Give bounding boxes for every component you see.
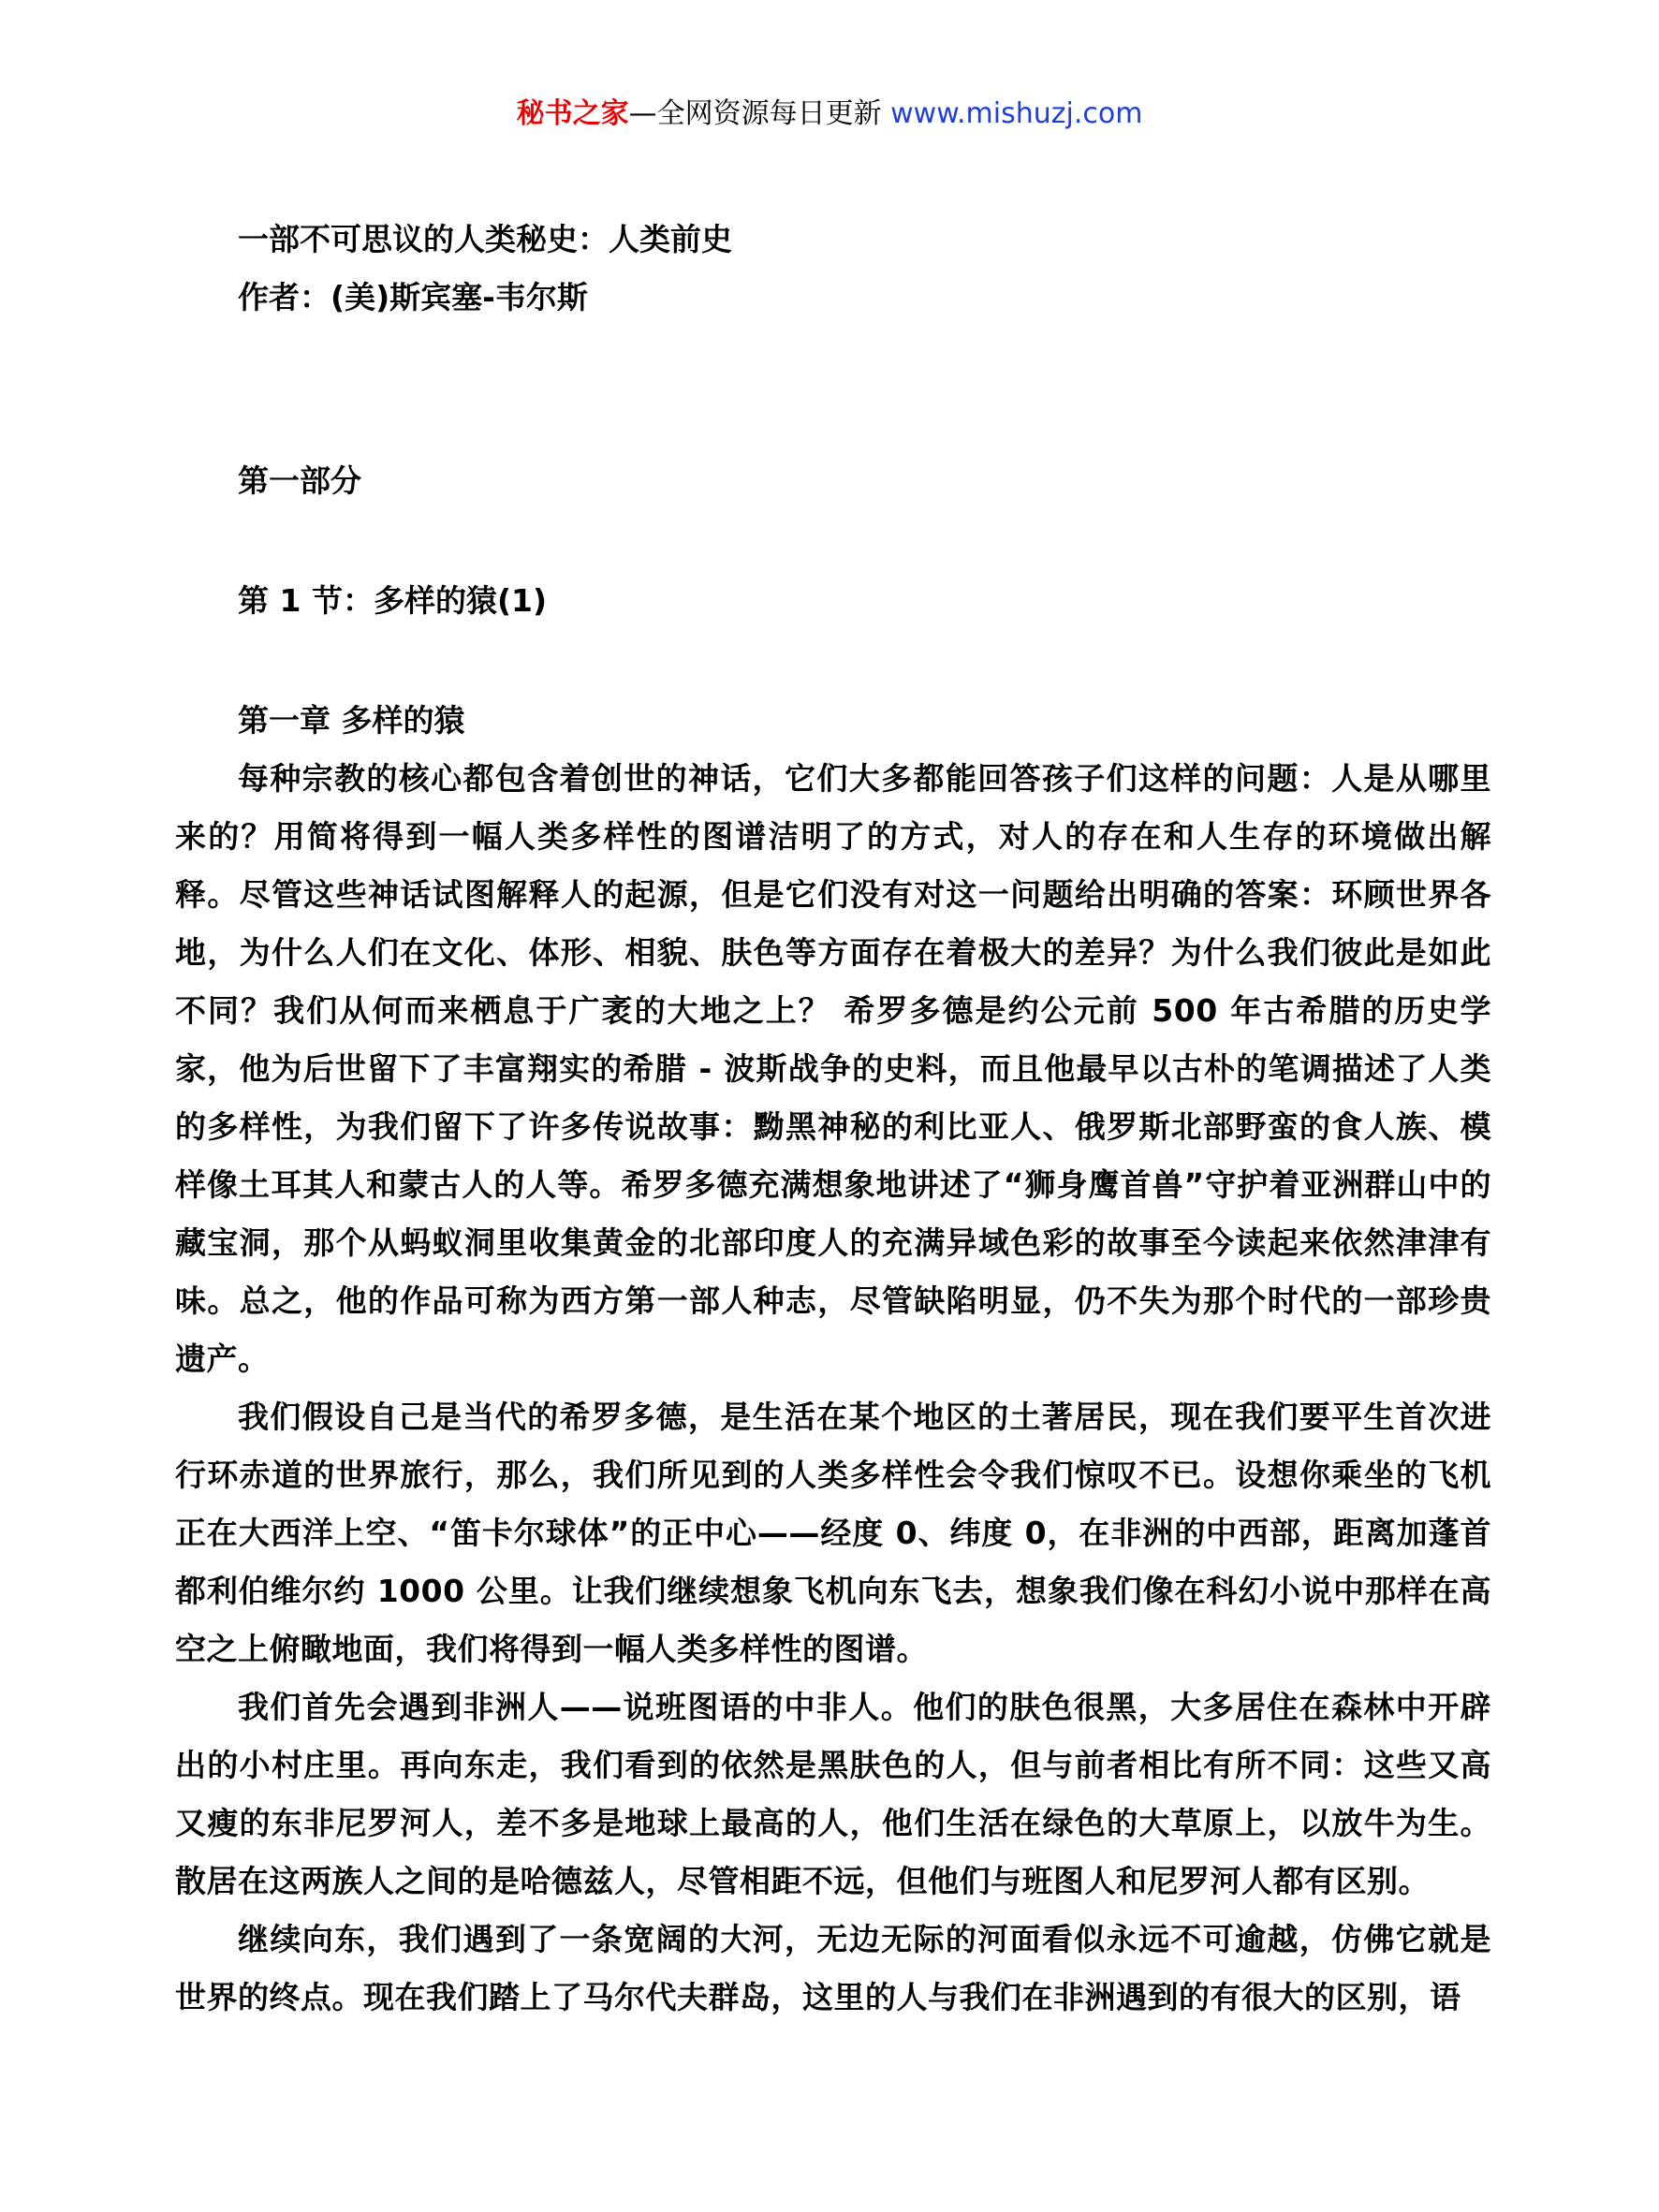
- spacer: [175, 327, 1491, 452]
- book-author: 作者：(美)斯宾塞-韦尔斯: [238, 279, 588, 315]
- section-heading: 第 1 节：多样的猿(1): [238, 582, 548, 619]
- header-url-link[interactable]: www.mishuzj.com: [890, 97, 1143, 130]
- paragraph-3: 我们首先会遇到非洲人——说班图语的中非人。他们的肤色很黑，大多居住在森林中开辟出的小村庄里。再向东走，我们看到的依然是黑肤色的人，但与前者相比有所不同：这些又高又瘦的东非尼罗河人，差不多是地球上最高的人，他们生活在绿色的大草原上，以放牛为生。散居在这两族人之间的是哈德兹人，尽管相距不远，但他们与班图人和尼罗河人都有区别。: [175, 1689, 1491, 1899]
- paragraph-1: 每种宗教的核心都包含着创世的神话，它们大多都能回答孩子们这样的问题：人是从哪里来的？用简将得到一幅人类多样性的图谱洁明了的方式，对人的存在和人生存的环境做出解释。尽管这些神话试图解释人的起源，但是它们没有对这一问题给出明确的答案：环顾世界各地，为什么人们在文化、体形、相貌、肤色等方面存在着极大的差异？为什么我们彼此是如此不同？我们从何而来栖息于广袤的大地之上？ 希罗多德是约公元前 500 年古希腊的历史学家，他为后世留下了丰富翔实的希腊 - 波斯战争的史料，而且他最早以古朴的笔调描述了人类的多样性，为我们留下了许多传说故事：黝黑神秘的利比亚人、俄罗斯北部野蛮的食人族、模样像土耳其人和蒙古人的人等。希罗多德充满想象地讲述了“狮身鹰首兽”守护着亚洲群山中的藏宝洞，那个从蚂蚁洞里收集黄金的北部印度人的充满异域色彩的故事至今读起来依然津津有味。总之，他的作品可称为西方第一部人种志，尽管缺陷明显，仍不失为那个时代的一部珍贵遗产。: [175, 760, 1491, 1377]
- part-heading: 第一部分: [238, 462, 361, 499]
- header-brand: 秘书之家: [516, 97, 629, 130]
- spacer: [175, 510, 1491, 572]
- chapter-heading: 第一章 多样的猿: [238, 702, 465, 739]
- header-tagline: —全网资源每日更新: [628, 97, 891, 130]
- book-title: 一部不可思议的人类秘史：人类前史: [238, 221, 732, 257]
- spacer: [175, 630, 1491, 692]
- paragraph-4: 继续向东，我们遇到了一条宽阔的大河，无边无际的河面看似永远不可逾越，仿佛它就是世界的终点。现在我们踏上了马尔代夫群岛，这里的人与我们在非洲遇到的有很大的区别，语: [175, 1921, 1491, 2015]
- paragraph-2: 我们假设自己是当代的希罗多德，是生活在某个地区的土著居民，现在我们要平生首次进行环赤道的世界旅行，那么，我们所见到的人类多样性会令我们惊叹不已。设想你乘坐的飞机正在大西洋上空、“笛卡尔球体”的正中心——经度 0、纬度 0，在非洲的中西部，距离加蓬首都利伯维尔约 1000 公里。让我们继续想象飞机向东飞去，想象我们像在科幻小说中那样在高空之上俯瞰地面，我们将得到一幅人类多样性的图谱。: [175, 1399, 1491, 1667]
- page-header: [0, 95, 1659, 133]
- document-body: [175, 211, 1491, 2027]
